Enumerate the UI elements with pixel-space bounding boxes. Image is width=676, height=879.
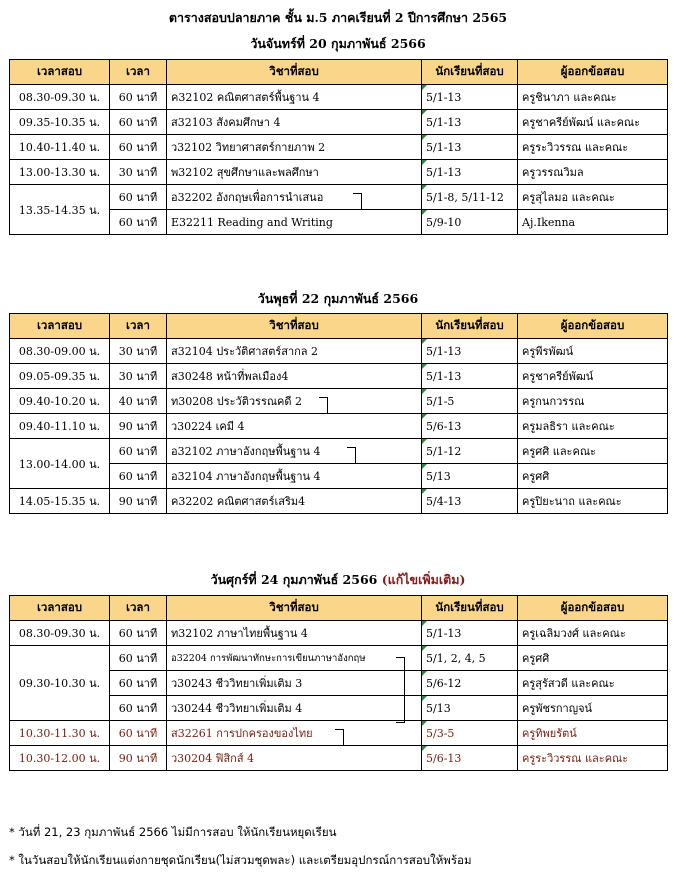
- comment-flag-icon: [422, 746, 427, 751]
- examiner: ครูมลธิรา และคณะ: [518, 414, 668, 439]
- header-exam-time: เวลาสอบ: [10, 596, 110, 621]
- comment-flag-icon: [422, 489, 427, 494]
- comment-flag-icon: [422, 671, 427, 676]
- subject: ส30248 หน้าที่พลเมือง4: [167, 364, 422, 389]
- subject: ว30224 เคมี 4: [167, 414, 422, 439]
- header-examiner: ผู้ออกข้อสอบ: [518, 314, 668, 339]
- revised-note: (แก้ไขเพิ่มเติม): [381, 572, 466, 587]
- students: 5/6-13: [426, 751, 462, 765]
- comment-flag-icon: [422, 110, 427, 115]
- examiner: ครูระวิวรรณ และคณะ: [518, 135, 668, 160]
- students: 5/1-13: [426, 140, 462, 154]
- page-title: ตารางสอบปลายภาค ชั้น ม.5 ภาคเรียนที่ 2 ปีการศึกษา 2565: [168, 10, 508, 25]
- duration: 60 นาที: [110, 696, 167, 721]
- table-row: [10, 389, 668, 414]
- day3-date: วันศุกร์ที่ 24 กุมภาพันธ์ 2566: [210, 572, 378, 587]
- group-bracket-icon: [353, 193, 362, 210]
- comment-flag-icon: [422, 464, 427, 469]
- subject: พ32102 สุขศึกษาและพลศึกษา: [167, 160, 422, 185]
- examiner: ครูศศิ: [518, 464, 668, 489]
- duration: 60 นาที: [110, 621, 167, 646]
- students: 5/4-13: [426, 494, 462, 508]
- examiner: ครูวรรณวิมล: [518, 160, 668, 185]
- subject: ส32103 สังคมศึกษา 4: [167, 110, 422, 135]
- subject: ว30244 ชีววิทยาเพิ่มเติม 4: [167, 696, 422, 721]
- table-row: [10, 414, 668, 439]
- header-exam-time: เวลาสอบ: [10, 60, 110, 85]
- duration: 60 นาที: [110, 85, 167, 110]
- duration: 60 นาที: [110, 110, 167, 135]
- subject: ท30208 ประวัติวรรณคดี 2: [171, 395, 303, 408]
- subject: E32211 Reading and Writing: [167, 210, 422, 235]
- day1-table: [9, 59, 668, 235]
- students: 5/1-13: [426, 90, 462, 104]
- students: 5/13: [426, 469, 451, 483]
- examiner: ครูทิพยรัตน์: [518, 721, 668, 746]
- exam-time: 09.05-09.35 น.: [10, 364, 110, 389]
- examiner: ครูปิยะนาถ และคณะ: [518, 489, 668, 514]
- comment-flag-icon: [422, 389, 427, 394]
- subject: ว32102 วิทยาศาสตร์กายภาพ 2: [167, 135, 422, 160]
- table-row: [10, 621, 668, 646]
- students: 5/1-13: [426, 369, 462, 383]
- exam-time: 09.35-10.35 น.: [10, 110, 110, 135]
- examiner: Aj.Ikenna: [518, 210, 668, 235]
- subject: ว30204 ฟิสิกส์ 4: [167, 746, 422, 771]
- comment-flag-icon: [422, 135, 427, 140]
- duration: 90 นาที: [110, 746, 167, 771]
- examiner: ครูพัชรกาญจน์: [518, 696, 668, 721]
- students: 5/3-5: [426, 726, 455, 740]
- comment-flag-icon: [422, 646, 427, 651]
- table-row: [10, 646, 668, 671]
- examiner: ครูชินาภา และคณะ: [518, 85, 668, 110]
- students: 5/6-12: [426, 676, 462, 690]
- duration: 90 นาที: [110, 414, 167, 439]
- examiner: ครูชาครีย์พัฒน์: [518, 364, 668, 389]
- students: 5/1-5: [426, 394, 455, 408]
- duration: 60 นาที: [110, 135, 167, 160]
- students: 5/1-13: [426, 626, 462, 640]
- exam-time: 13.35-14.35 น.: [10, 185, 110, 235]
- exam-time: 08.30-09.30 น.: [10, 85, 110, 110]
- exam-time: 14.05-15.35 น.: [10, 489, 110, 514]
- comment-flag-icon: [422, 160, 427, 165]
- day2-heading: วันพุธที่ 22 กุมภาพันธ์ 2566: [257, 291, 419, 306]
- table-row: [10, 110, 668, 135]
- header-students: นักเรียนที่สอบ: [422, 60, 518, 85]
- examiner: ครูระวิวรรณ และคณะ: [518, 746, 668, 771]
- header-subject: วิชาที่สอบ: [167, 314, 422, 339]
- subject: ค32102 คณิตศาสตร์พื้นฐาน 4: [167, 85, 422, 110]
- subject: อ32204 การพัฒนาทักษะการเขียนภาษาอังกฤษ: [171, 652, 366, 664]
- comment-flag-icon: [422, 85, 427, 90]
- examiner: ครูกนกวรรณ: [518, 389, 668, 414]
- exam-time: 08.30-09.30 น.: [10, 621, 110, 646]
- students: 5/6-13: [426, 419, 462, 433]
- exam-time: 09.40-10.20 น.: [10, 389, 110, 414]
- students: 5/13: [426, 701, 451, 715]
- comment-flag-icon: [422, 210, 427, 215]
- duration: 30 นาที: [110, 339, 167, 364]
- examiner: ครูชาครีย์พัฒน์ และคณะ: [518, 110, 668, 135]
- footnote-no-exam: * วันที่ 21, 23 กุมภาพันธ์ 2566 ไม่มีการสอบ ให้นักเรียนหยุดเรียน: [9, 825, 337, 839]
- table-row: [10, 135, 668, 160]
- group-bracket-icon: [319, 397, 328, 414]
- exam-time: 10.30-11.30 น.: [10, 721, 110, 746]
- header-examiner: ผู้ออกข้อสอบ: [518, 60, 668, 85]
- table-row: [10, 364, 668, 389]
- subject: ค32202 คณิตศาสตร์เสริม4: [167, 489, 422, 514]
- exam-time: 10.30-12.00 น.: [10, 746, 110, 771]
- duration: 60 นาที: [110, 671, 167, 696]
- duration: 60 นาที: [110, 464, 167, 489]
- students: 5/1-12: [426, 444, 462, 458]
- subject: อ32202 อังกฤษเพื่อการนำเสนอ: [171, 191, 324, 204]
- students: 5/1, 2, 4, 5: [426, 651, 486, 665]
- group-bracket-icon: [396, 657, 405, 723]
- examiner: ครูศศิ: [518, 646, 668, 671]
- students: 5/1-13: [426, 165, 462, 179]
- comment-flag-icon: [422, 721, 427, 726]
- duration: 60 นาที: [110, 210, 167, 235]
- exam-time: 10.40-11.40 น.: [10, 135, 110, 160]
- examiner: ครูพีรพัฒน์: [518, 339, 668, 364]
- students: 5/1-8, 5/11-12: [426, 190, 504, 204]
- group-bracket-icon: [347, 447, 356, 464]
- subject: ท32102 ภาษาไทยพื้นฐาน 4: [167, 621, 422, 646]
- comment-flag-icon: [422, 339, 427, 344]
- table-row: [10, 160, 668, 185]
- header-examiner: ผู้ออกข้อสอบ: [518, 596, 668, 621]
- header-duration: เวลา: [110, 596, 167, 621]
- examiner: ครูสุรัสวดี และคณะ: [518, 671, 668, 696]
- subject: ส32104 ประวัติศาสตร์สากล 2: [167, 339, 422, 364]
- students: 5/1-13: [426, 344, 462, 358]
- exam-time: 08.30-09.00 น.: [10, 339, 110, 364]
- header-students: นักเรียนที่สอบ: [422, 314, 518, 339]
- comment-flag-icon: [422, 414, 427, 419]
- header-duration: เวลา: [110, 60, 167, 85]
- header-students: นักเรียนที่สอบ: [422, 596, 518, 621]
- table-row: [10, 439, 668, 464]
- day2-table: [9, 313, 668, 514]
- table-row: [10, 721, 668, 746]
- header-subject: วิชาที่สอบ: [167, 60, 422, 85]
- day3-table: [9, 595, 668, 771]
- subject: ส32261 การปกครองของไทย: [171, 727, 313, 740]
- examiner: ครูศศิ และคณะ: [518, 439, 668, 464]
- footnote-uniform: * ในวันสอบให้นักเรียนแต่งกายชุดนักเรียน(ไม่สวมชุดพละ) และเตรียมอุปกรณ์การสอบให้พร้อม: [9, 853, 472, 867]
- table-row: [10, 185, 668, 210]
- subject: อ32102 ภาษาอังกฤษพื้นฐาน 4: [171, 445, 321, 458]
- exam-time: 09.30-10.30 น.: [10, 646, 110, 721]
- subject: ว30243 ชีววิทยาเพิ่มเติม 3: [167, 671, 422, 696]
- students: 5/9-10: [426, 215, 462, 229]
- subject: อ32104 ภาษาอังกฤษพื้นฐาน 4: [167, 464, 422, 489]
- students: 5/1-13: [426, 115, 462, 129]
- duration: 60 นาที: [110, 185, 167, 210]
- duration: 30 นาที: [110, 160, 167, 185]
- day3-heading: [0, 570, 676, 590]
- table-row: [10, 489, 668, 514]
- exam-time: 09.40-11.10 น.: [10, 414, 110, 439]
- table-row: [10, 85, 668, 110]
- examiner: ครูเฉลิมวงศ์ และคณะ: [518, 621, 668, 646]
- header-exam-time: เวลาสอบ: [10, 314, 110, 339]
- duration: 30 นาที: [110, 364, 167, 389]
- table-row: [10, 339, 668, 364]
- comment-flag-icon: [422, 696, 427, 701]
- comment-flag-icon: [422, 439, 427, 444]
- group-bracket-icon: [335, 729, 344, 746]
- examiner: ครูสุไลมอ และคณะ: [518, 185, 668, 210]
- comment-flag-icon: [422, 364, 427, 369]
- day1-heading: วันจันทร์ที่ 20 กุมภาพันธ์ 2566: [250, 36, 426, 51]
- exam-time: 13.00-13.30 น.: [10, 160, 110, 185]
- duration: 60 นาที: [110, 721, 167, 746]
- comment-flag-icon: [422, 621, 427, 626]
- duration: 90 นาที: [110, 489, 167, 514]
- duration: 60 นาที: [110, 439, 167, 464]
- comment-flag-icon: [422, 185, 427, 190]
- table-row: [10, 746, 668, 771]
- duration: 40 นาที: [110, 389, 167, 414]
- header-duration: เวลา: [110, 314, 167, 339]
- header-subject: วิชาที่สอบ: [167, 596, 422, 621]
- duration: 60 นาที: [110, 646, 167, 671]
- exam-time: 13.00-14.00 น.: [10, 439, 110, 489]
